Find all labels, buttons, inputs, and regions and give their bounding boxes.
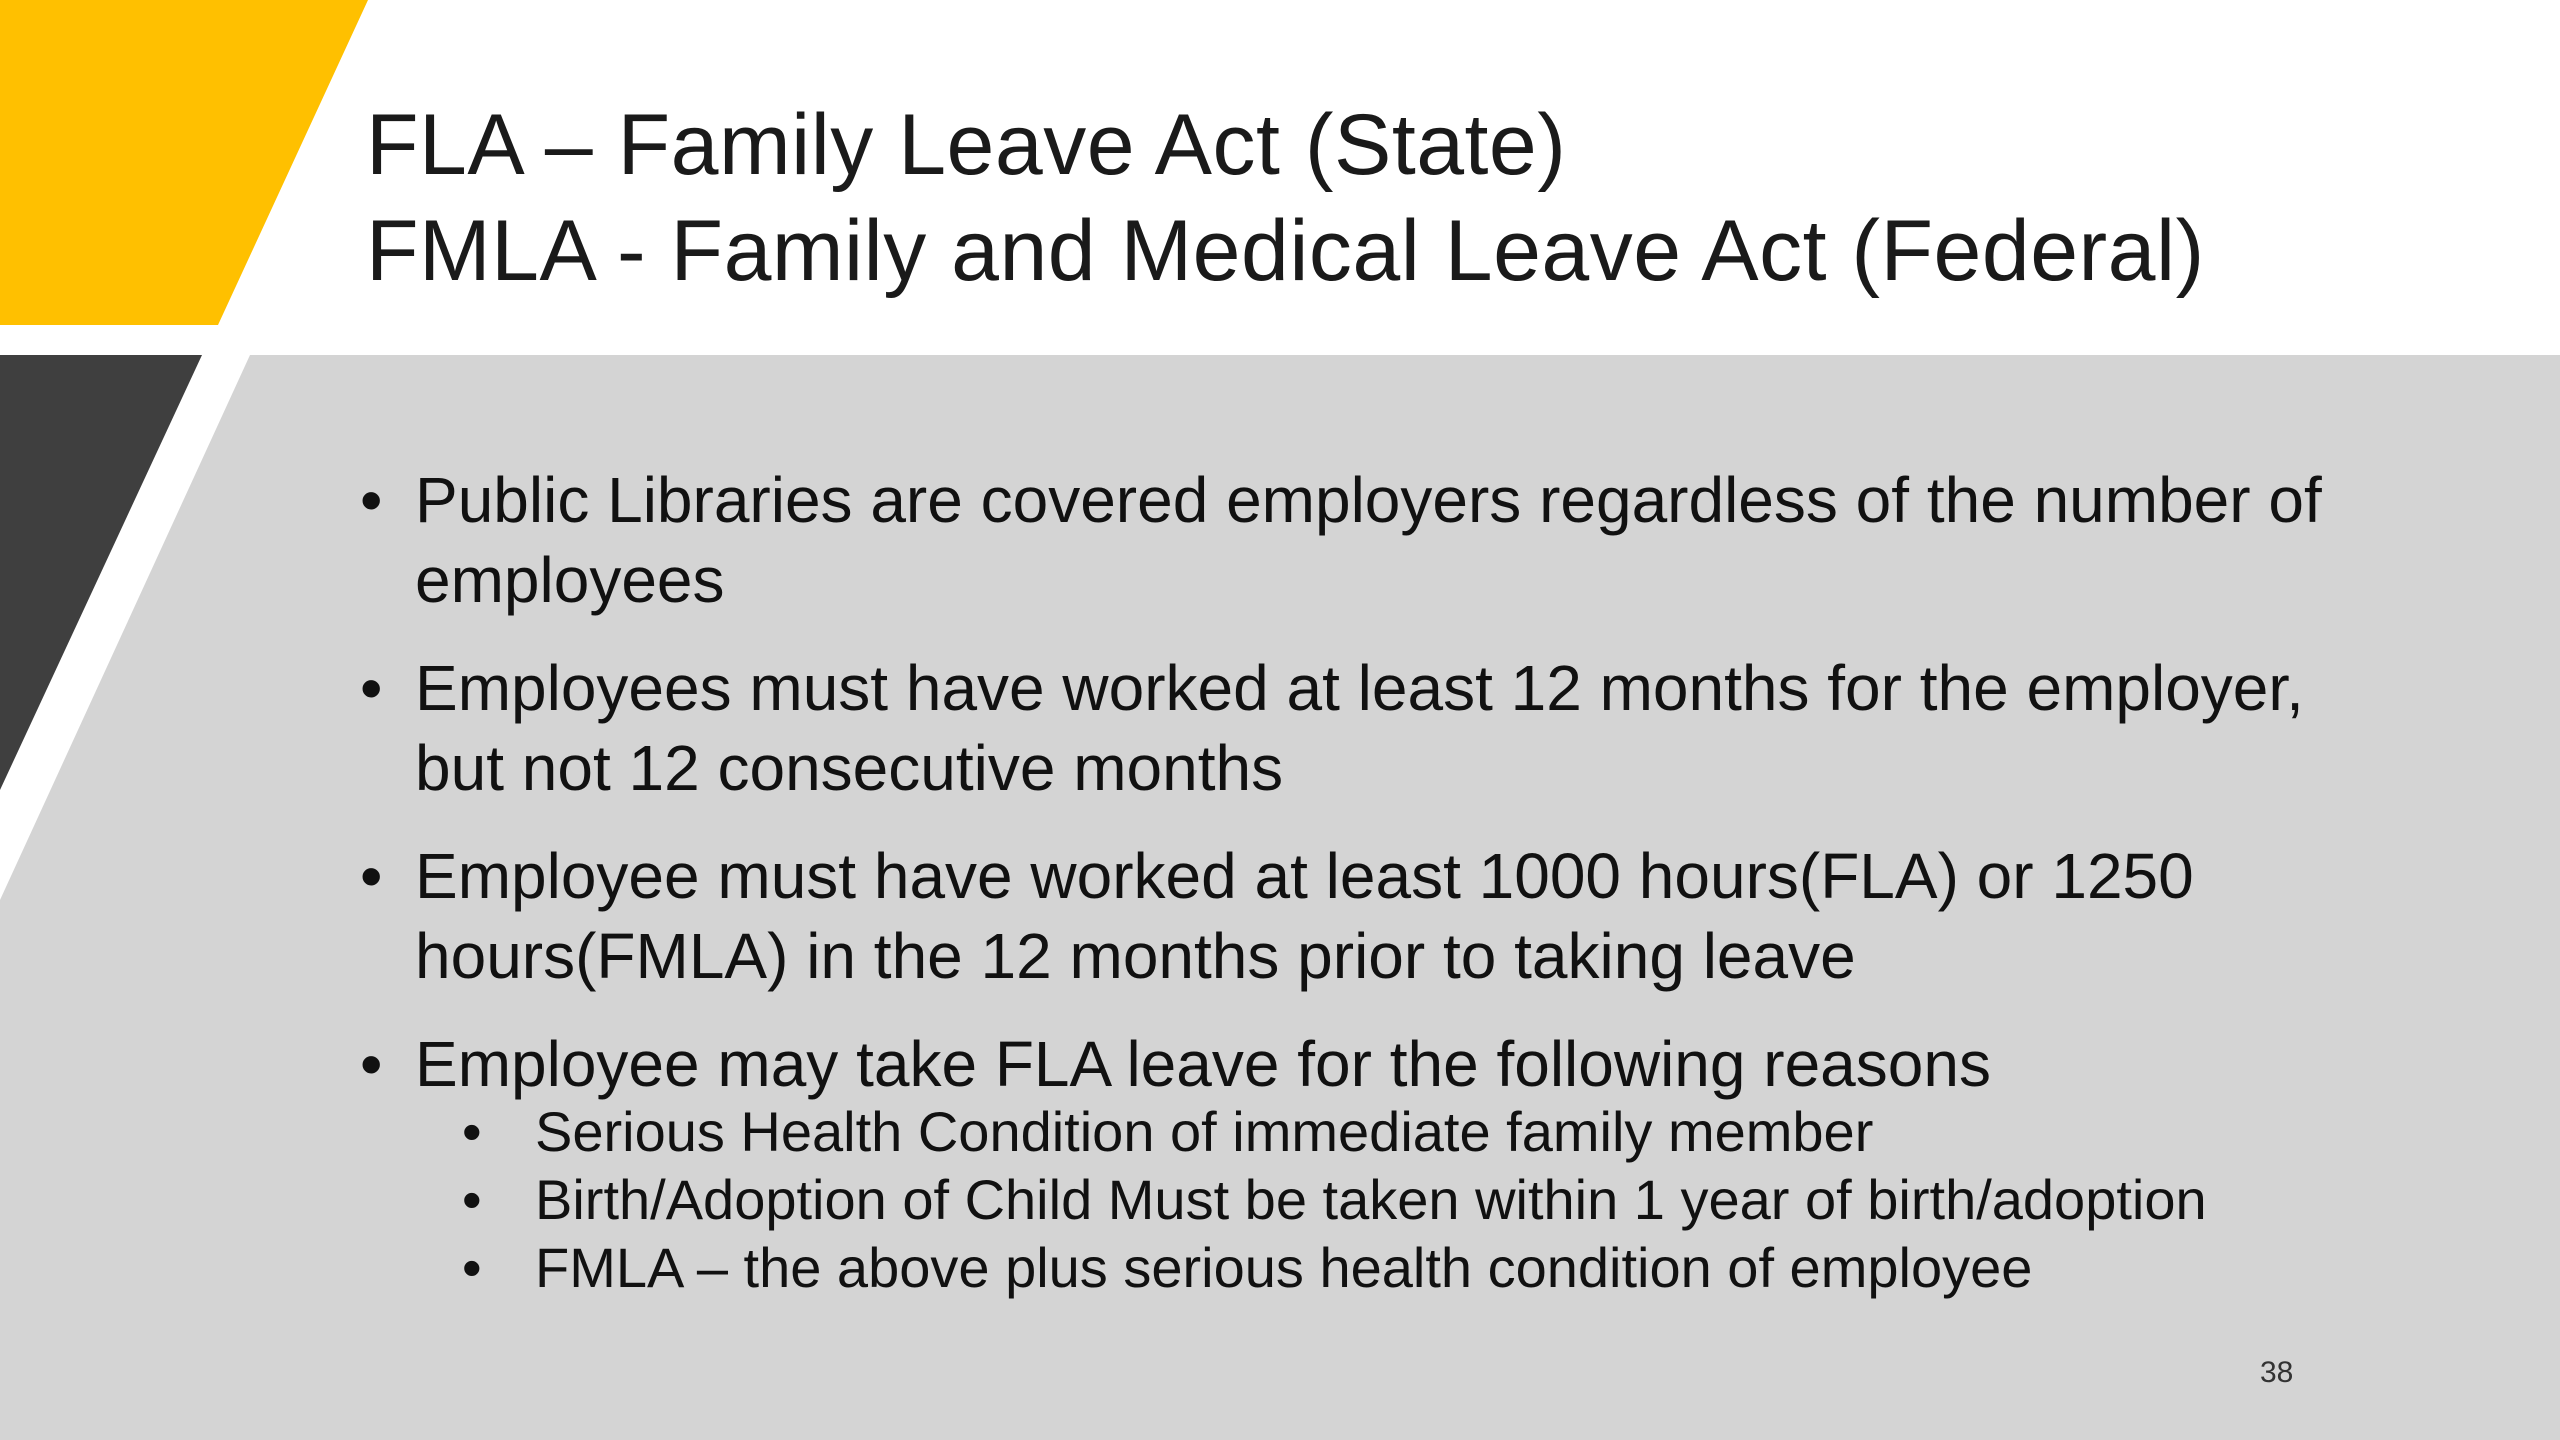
slide-title [366, 92, 2466, 304]
bullet-item-1 [360, 460, 2360, 620]
bullet-item-3 [360, 836, 2360, 996]
bullet-text: Public Libraries are covered employers regardless of the number of employees [415, 464, 2322, 616]
sub-bullet-text: FMLA – the above plus serious health condition of employee [535, 1236, 2033, 1299]
title-line-1: FLA – Family Leave Act (State) [366, 97, 1567, 193]
sub-bullet-text: Birth/Adoption of Child Must be taken within 1 year of birth/adoption [535, 1168, 2207, 1231]
sub-bullet-item-3 [360, 1234, 2360, 1302]
page-number: 38 [2260, 1356, 2294, 1389]
title-line-2: FMLA - Family and Medical Leave Act (Federal) [366, 203, 2205, 299]
bullet-item-4 [360, 1024, 2360, 1104]
bullet-icon: • [360, 652, 383, 724]
sub-bullet-item-1 [360, 1098, 2360, 1166]
bullet-item-2 [360, 648, 2360, 808]
sub-bullet-icon: • [462, 1100, 482, 1163]
sub-bullet-list [360, 1098, 2360, 1302]
bullet-text: Employee may take FLA leave for the following reasons [415, 1028, 1991, 1100]
sub-bullet-icon: • [462, 1236, 482, 1299]
bullet-icon: • [360, 840, 383, 912]
bullet-list [360, 460, 2360, 1302]
sub-bullet-text: Serious Health Condition of immediate family member [535, 1100, 1874, 1163]
bullet-icon: • [360, 1028, 383, 1100]
sub-bullet-item-2 [360, 1166, 2360, 1234]
sub-bullet-icon: • [462, 1168, 482, 1231]
bullet-text: Employee must have worked at least 1000 hours(FLA) or 1250 hours(FMLA) in the 12 months prior to taking leave [415, 840, 2194, 992]
bullet-text: Employees must have worked at least 12 months for the employer, but not 12 consecutive months [415, 652, 2304, 804]
yellow-accent-shape [0, 0, 368, 325]
bullet-icon: • [360, 464, 383, 536]
